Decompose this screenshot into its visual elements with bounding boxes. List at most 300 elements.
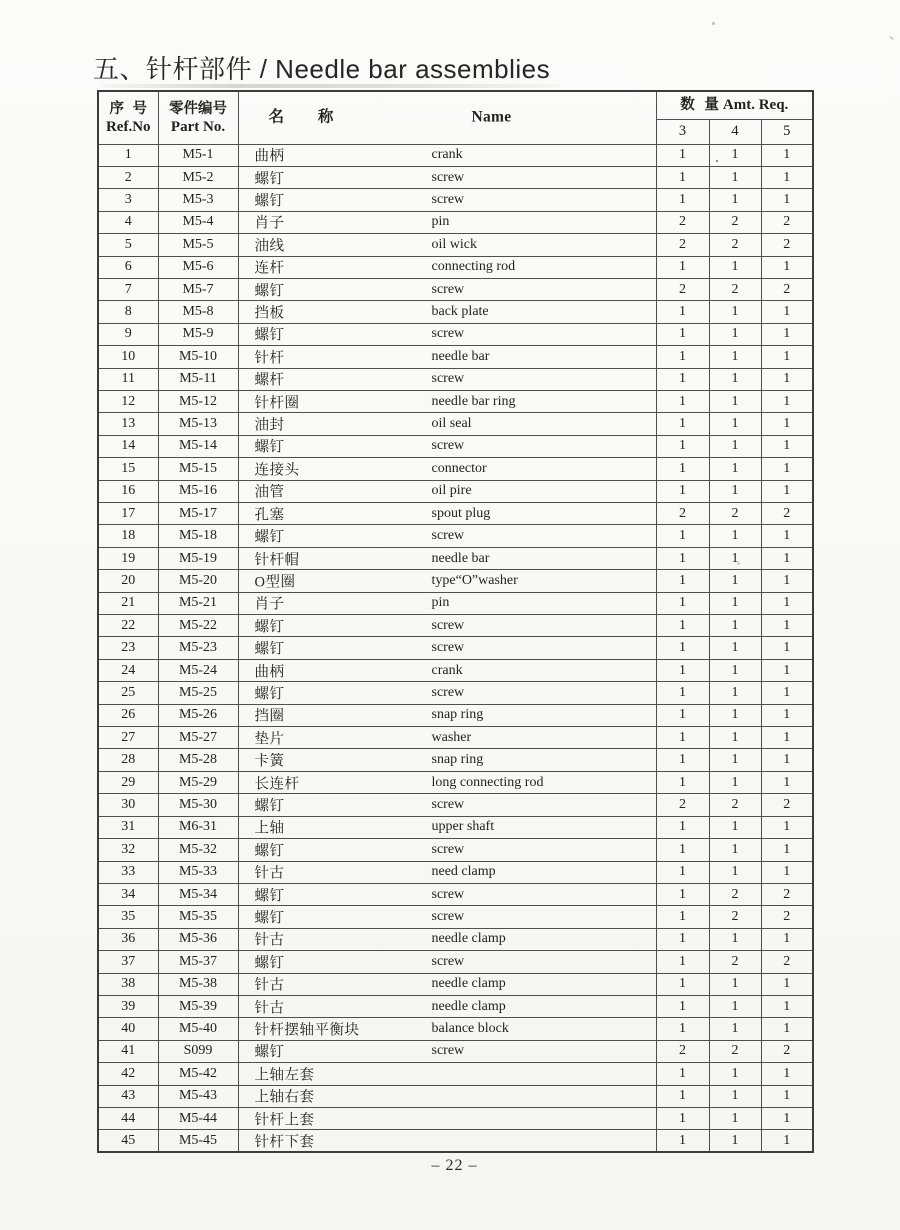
part-no-cell: M5-40 — [158, 1018, 238, 1040]
qty-4-cell: 1 — [709, 368, 761, 390]
name-cell — [238, 525, 656, 547]
qty-4-cell: 1 — [709, 704, 761, 726]
name-cell — [238, 771, 656, 793]
name-en: back plate — [431, 304, 489, 320]
qty-5-cell: 1 — [761, 368, 813, 390]
name-cell — [238, 1107, 656, 1129]
part-no-cell: M5-10 — [158, 346, 238, 368]
qty-5-cell: 1 — [761, 995, 813, 1017]
qty-3-cell: 1 — [656, 166, 709, 188]
qty-3-cell: 1 — [656, 323, 709, 345]
ref-no-cell: 10 — [98, 346, 158, 368]
qty-5-cell: 1 — [761, 682, 813, 704]
table-row — [98, 301, 813, 323]
name-cell — [238, 435, 656, 457]
ref-no-cell: 42 — [98, 1063, 158, 1085]
qty-5-cell: 1 — [761, 839, 813, 861]
name-en: needle clamp — [431, 931, 506, 947]
name-en: spout plug — [431, 505, 491, 521]
name-en: pin — [431, 214, 450, 230]
qty-3-cell: 1 — [656, 435, 709, 457]
qty-4-cell: 1 — [709, 637, 761, 659]
table-row — [98, 816, 813, 838]
ref-no-cell: 37 — [98, 951, 158, 973]
name-en: needle clamp — [431, 976, 506, 992]
scan-speckle — [737, 562, 740, 565]
name-zh: 针杆帽 — [254, 552, 300, 569]
name-cell — [238, 659, 656, 681]
qty-4-cell: 1 — [709, 1063, 761, 1085]
name-zh: 连接头 — [254, 462, 300, 479]
qty-3-cell: 1 — [656, 592, 709, 614]
qty-5-cell: 2 — [761, 211, 813, 233]
qty-3-cell: 1 — [656, 951, 709, 973]
qty-3-cell: 1 — [656, 390, 709, 412]
qty-5-cell: 2 — [761, 503, 813, 525]
name-zh: 螺钉 — [254, 641, 285, 658]
ref-no-cell: 14 — [98, 435, 158, 457]
table-row — [98, 928, 813, 950]
name-zh: 针杆圈 — [254, 395, 300, 412]
name-zh: 螺钉 — [254, 798, 285, 815]
part-no-cell: M5-23 — [158, 637, 238, 659]
name-zh: 上轴 — [254, 820, 285, 837]
name-zh: 螺钉 — [254, 888, 285, 905]
part-no-cell: M5-35 — [158, 906, 238, 928]
part-no-cell: M5-1 — [158, 144, 238, 166]
name-zh: 挡圈 — [254, 708, 285, 725]
name-cell — [238, 503, 656, 525]
table-row — [98, 1040, 813, 1062]
page-title: 五、针杆部件 / Needle bar assemblies — [93, 54, 551, 84]
name-cell — [238, 301, 656, 323]
header-qty-en: Amt. Req. — [722, 97, 789, 114]
qty-4-cell: 1 — [709, 435, 761, 457]
qty-3-cell: 1 — [656, 480, 709, 502]
part-no-cell: S099 — [158, 1040, 238, 1062]
qty-4-cell: 1 — [709, 727, 761, 749]
header-qty-col-5: 5 — [761, 119, 813, 144]
ref-no-cell: 30 — [98, 794, 158, 816]
qty-3-cell: 1 — [656, 256, 709, 278]
name-zh: 油线 — [254, 238, 285, 255]
table-row — [98, 615, 813, 637]
name-zh: 针古 — [254, 977, 285, 994]
qty-4-cell: 2 — [709, 906, 761, 928]
name-zh: 油封 — [254, 417, 285, 434]
part-no-cell: M5-19 — [158, 547, 238, 569]
name-en: screw — [431, 192, 465, 208]
table-row — [98, 794, 813, 816]
table-row — [98, 906, 813, 928]
qty-3-cell: 1 — [656, 144, 709, 166]
ref-no-cell: 21 — [98, 592, 158, 614]
ref-no-cell: 9 — [98, 323, 158, 345]
qty-3-cell: 1 — [656, 883, 709, 905]
table-row — [98, 592, 813, 614]
qty-5-cell: 1 — [761, 458, 813, 480]
qty-5-cell: 2 — [761, 1040, 813, 1062]
name-cell — [238, 839, 656, 861]
qty-4-cell: 1 — [709, 390, 761, 412]
part-no-cell: M5-25 — [158, 682, 238, 704]
qty-5-cell: 1 — [761, 637, 813, 659]
qty-4-cell: 2 — [709, 503, 761, 525]
table-row — [98, 951, 813, 973]
ref-no-cell: 39 — [98, 995, 158, 1017]
header-qty-zh: 数 量 — [680, 97, 719, 114]
part-no-cell: M5-45 — [158, 1130, 238, 1152]
qty-5-cell: 1 — [761, 1107, 813, 1129]
qty-3-cell: 1 — [656, 301, 709, 323]
name-cell — [238, 906, 656, 928]
name-zh: 肖子 — [254, 215, 285, 232]
ref-no-cell: 36 — [98, 928, 158, 950]
qty-4-cell: 1 — [709, 592, 761, 614]
table-row — [98, 144, 813, 166]
name-en: connecting rod — [431, 259, 516, 275]
name-cell — [238, 995, 656, 1017]
qty-4-cell: 1 — [709, 973, 761, 995]
name-cell — [238, 166, 656, 188]
qty-5-cell: 1 — [761, 256, 813, 278]
part-no-cell: M5-43 — [158, 1085, 238, 1107]
name-cell — [238, 278, 656, 300]
name-en: screw — [431, 281, 465, 297]
name-zh: 曲柄 — [254, 148, 285, 165]
header-name-zh: 名 称 — [268, 108, 334, 126]
name-en: crank — [431, 662, 463, 678]
name-en: needle bar — [431, 550, 490, 566]
table-row — [98, 211, 813, 233]
part-no-cell: M5-9 — [158, 323, 238, 345]
part-no-cell: M5-11 — [158, 368, 238, 390]
qty-4-cell: 1 — [709, 166, 761, 188]
header-part-no-zh: 零件编号 — [169, 100, 227, 117]
ref-no-cell: 34 — [98, 883, 158, 905]
qty-4-cell: 1 — [709, 1130, 761, 1152]
name-zh: 挡板 — [254, 305, 285, 322]
ref-no-cell: 29 — [98, 771, 158, 793]
part-no-cell: M5-3 — [158, 189, 238, 211]
ref-no-cell: 5 — [98, 234, 158, 256]
qty-5-cell: 1 — [761, 1130, 813, 1152]
qty-3-cell: 2 — [656, 278, 709, 300]
table-row — [98, 503, 813, 525]
ref-no-cell: 15 — [98, 458, 158, 480]
qty-5-cell: 2 — [761, 278, 813, 300]
part-no-cell: M5-32 — [158, 839, 238, 861]
ref-no-cell: 27 — [98, 727, 158, 749]
name-zh: 上轴右套 — [254, 1089, 315, 1106]
qty-5-cell: 1 — [761, 144, 813, 166]
name-zh: 针杆摆轴平衡块 — [254, 1022, 360, 1039]
name-en: screw — [431, 371, 465, 387]
qty-4-cell: 1 — [709, 615, 761, 637]
qty-4-cell: 1 — [709, 1018, 761, 1040]
table-row — [98, 749, 813, 771]
qty-4-cell: 1 — [709, 659, 761, 681]
part-no-cell: M5-5 — [158, 234, 238, 256]
name-cell — [238, 615, 656, 637]
qty-5-cell: 1 — [761, 861, 813, 883]
name-en: screw — [431, 326, 465, 342]
qty-4-cell: 1 — [709, 480, 761, 502]
ref-no-cell: 8 — [98, 301, 158, 323]
name-cell — [238, 1085, 656, 1107]
table-row — [98, 570, 813, 592]
name-cell — [238, 480, 656, 502]
ref-no-cell: 32 — [98, 839, 158, 861]
table-row — [98, 256, 813, 278]
qty-4-cell: 1 — [709, 547, 761, 569]
header-ref-no — [98, 91, 158, 144]
qty-3-cell: 1 — [656, 570, 709, 592]
qty-5-cell: 1 — [761, 659, 813, 681]
ref-no-cell: 38 — [98, 973, 158, 995]
qty-5-cell: 1 — [761, 1018, 813, 1040]
part-no-cell: M5-14 — [158, 435, 238, 457]
ref-no-cell: 25 — [98, 682, 158, 704]
qty-4-cell: 2 — [709, 211, 761, 233]
name-zh: 螺钉 — [254, 439, 285, 456]
qty-3-cell: 1 — [656, 1085, 709, 1107]
qty-4-cell: 2 — [709, 234, 761, 256]
part-no-cell: M5-38 — [158, 973, 238, 995]
part-no-cell: M5-37 — [158, 951, 238, 973]
name-zh: 螺钉 — [254, 1044, 285, 1061]
qty-4-cell: 2 — [709, 1040, 761, 1062]
part-no-cell: M5-29 — [158, 771, 238, 793]
part-no-cell: M5-39 — [158, 995, 238, 1017]
scan-speckle — [889, 36, 894, 41]
name-zh: 螺钉 — [254, 910, 285, 927]
qty-3-cell: 1 — [656, 727, 709, 749]
part-no-cell: M5-42 — [158, 1063, 238, 1085]
header-qty — [656, 91, 813, 119]
ref-no-cell: 20 — [98, 570, 158, 592]
name-zh: 针杆上套 — [254, 1112, 315, 1129]
qty-3-cell: 1 — [656, 615, 709, 637]
part-no-cell: M5-21 — [158, 592, 238, 614]
name-en: oil pire — [431, 483, 472, 499]
ref-no-cell: 44 — [98, 1107, 158, 1129]
qty-5-cell: 1 — [761, 592, 813, 614]
qty-5-cell: 1 — [761, 704, 813, 726]
name-en: screw — [431, 169, 465, 185]
qty-3-cell: 2 — [656, 503, 709, 525]
table-row — [98, 525, 813, 547]
ref-no-cell: 2 — [98, 166, 158, 188]
qty-3-cell: 1 — [656, 189, 709, 211]
ref-no-cell: 6 — [98, 256, 158, 278]
name-en: screw — [431, 953, 465, 969]
name-en: upper shaft — [431, 819, 495, 835]
name-en: screw — [431, 909, 465, 925]
qty-3-cell: 1 — [656, 995, 709, 1017]
ref-no-cell: 17 — [98, 503, 158, 525]
part-no-cell: M5-27 — [158, 727, 238, 749]
ref-no-cell: 35 — [98, 906, 158, 928]
table-row — [98, 1130, 813, 1152]
name-cell — [238, 794, 656, 816]
qty-4-cell: 1 — [709, 525, 761, 547]
name-zh: 螺钉 — [254, 193, 285, 210]
qty-5-cell: 1 — [761, 615, 813, 637]
name-en: snap ring — [431, 752, 484, 768]
name-zh: 针杆 — [254, 350, 285, 367]
qty-4-cell: 1 — [709, 839, 761, 861]
name-zh: 长连杆 — [254, 776, 300, 793]
name-cell — [238, 390, 656, 412]
name-en: screw — [431, 617, 465, 633]
part-no-cell: M5-16 — [158, 480, 238, 502]
part-no-cell: M5-7 — [158, 278, 238, 300]
qty-5-cell: 1 — [761, 390, 813, 412]
qty-3-cell: 1 — [656, 704, 709, 726]
part-no-cell: M5-22 — [158, 615, 238, 637]
table-row — [98, 458, 813, 480]
ref-no-cell: 4 — [98, 211, 158, 233]
name-zh: 针杆下套 — [254, 1134, 315, 1151]
name-cell — [238, 727, 656, 749]
ref-no-cell: 19 — [98, 547, 158, 569]
qty-3-cell: 2 — [656, 794, 709, 816]
header-ref-no-en: Ref.No — [105, 118, 151, 135]
header-part-no-en: Part No. — [170, 118, 226, 135]
qty-4-cell: 1 — [709, 570, 761, 592]
name-zh: 螺钉 — [254, 529, 285, 546]
qty-3-cell: 1 — [656, 816, 709, 838]
qty-5-cell: 2 — [761, 234, 813, 256]
name-zh: O型圈 — [254, 574, 296, 591]
part-no-cell: M5-6 — [158, 256, 238, 278]
name-en: crank — [431, 147, 463, 163]
ref-no-cell: 45 — [98, 1130, 158, 1152]
qty-5-cell: 1 — [761, 727, 813, 749]
name-en: type“O”washer — [431, 572, 518, 588]
name-cell — [238, 883, 656, 905]
name-en: snap ring — [431, 707, 484, 723]
qty-3-cell: 1 — [656, 1018, 709, 1040]
name-en: long connecting rod — [431, 774, 544, 790]
name-zh: 曲柄 — [254, 664, 285, 681]
name-cell — [238, 1063, 656, 1085]
name-cell — [238, 458, 656, 480]
qty-3-cell: 1 — [656, 525, 709, 547]
ref-no-cell: 40 — [98, 1018, 158, 1040]
ref-no-cell: 1 — [98, 144, 158, 166]
ref-no-cell: 26 — [98, 704, 158, 726]
qty-4-cell: 1 — [709, 413, 761, 435]
name-en: needle bar ring — [431, 393, 516, 409]
part-no-cell: M5-17 — [158, 503, 238, 525]
ref-no-cell: 13 — [98, 413, 158, 435]
name-zh: 螺钉 — [254, 686, 285, 703]
qty-3-cell: 1 — [656, 861, 709, 883]
ref-no-cell: 33 — [98, 861, 158, 883]
qty-5-cell: 1 — [761, 323, 813, 345]
table-row — [98, 435, 813, 457]
ref-no-cell: 43 — [98, 1085, 158, 1107]
qty-4-cell: 1 — [709, 458, 761, 480]
name-cell — [238, 816, 656, 838]
table-row — [98, 727, 813, 749]
qty-3-cell: 1 — [656, 1063, 709, 1085]
name-en: screw — [431, 640, 465, 656]
qty-3-cell: 1 — [656, 547, 709, 569]
name-zh: 螺钉 — [254, 327, 285, 344]
part-no-cell: M5-30 — [158, 794, 238, 816]
header-qty-col-3: 3 — [656, 119, 709, 144]
name-en: balance block — [431, 1021, 509, 1037]
qty-5-cell: 2 — [761, 951, 813, 973]
qty-5-cell: 1 — [761, 189, 813, 211]
name-en: needle clamp — [431, 998, 506, 1014]
qty-5-cell: 2 — [761, 906, 813, 928]
qty-3-cell: 1 — [656, 906, 709, 928]
ref-no-cell: 3 — [98, 189, 158, 211]
ref-no-cell: 7 — [98, 278, 158, 300]
name-cell — [238, 592, 656, 614]
table-row — [98, 1063, 813, 1085]
qty-3-cell: 1 — [656, 771, 709, 793]
qty-3-cell: 1 — [656, 413, 709, 435]
table-row — [98, 234, 813, 256]
name-cell — [238, 234, 656, 256]
qty-4-cell: 1 — [709, 771, 761, 793]
name-en: screw — [431, 841, 465, 857]
qty-5-cell: 1 — [761, 166, 813, 188]
name-cell — [238, 928, 656, 950]
ref-no-cell: 28 — [98, 749, 158, 771]
table-row — [98, 189, 813, 211]
name-en: washer — [431, 729, 472, 745]
ref-no-cell: 16 — [98, 480, 158, 502]
name-zh: 肖子 — [254, 596, 285, 613]
part-no-cell: M5-28 — [158, 749, 238, 771]
ref-no-cell: 12 — [98, 390, 158, 412]
qty-4-cell: 1 — [709, 144, 761, 166]
table-row — [98, 973, 813, 995]
qty-5-cell: 2 — [761, 794, 813, 816]
part-no-cell: M5-26 — [158, 704, 238, 726]
name-cell — [238, 189, 656, 211]
qty-5-cell: 1 — [761, 547, 813, 569]
part-no-cell: M6-31 — [158, 816, 238, 838]
header-ref-no-zh: 序 号 — [109, 100, 148, 117]
name-zh: 垫片 — [254, 731, 285, 748]
name-cell — [238, 144, 656, 166]
name-cell — [238, 637, 656, 659]
ref-no-cell: 22 — [98, 615, 158, 637]
qty-4-cell: 2 — [709, 794, 761, 816]
qty-5-cell: 1 — [761, 413, 813, 435]
page-number: – 22 – — [431, 1157, 478, 1174]
name-zh: 螺钉 — [254, 283, 285, 300]
part-no-cell: M5-2 — [158, 166, 238, 188]
qty-5-cell: 1 — [761, 928, 813, 950]
qty-3-cell: 1 — [656, 368, 709, 390]
part-no-cell: M5-44 — [158, 1107, 238, 1129]
qty-3-cell: 1 — [656, 637, 709, 659]
name-zh: 针古 — [254, 1000, 285, 1017]
part-no-cell: M5-33 — [158, 861, 238, 883]
name-cell — [238, 547, 656, 569]
name-cell — [238, 323, 656, 345]
name-en: screw — [431, 438, 465, 454]
qty-4-cell: 1 — [709, 1107, 761, 1129]
